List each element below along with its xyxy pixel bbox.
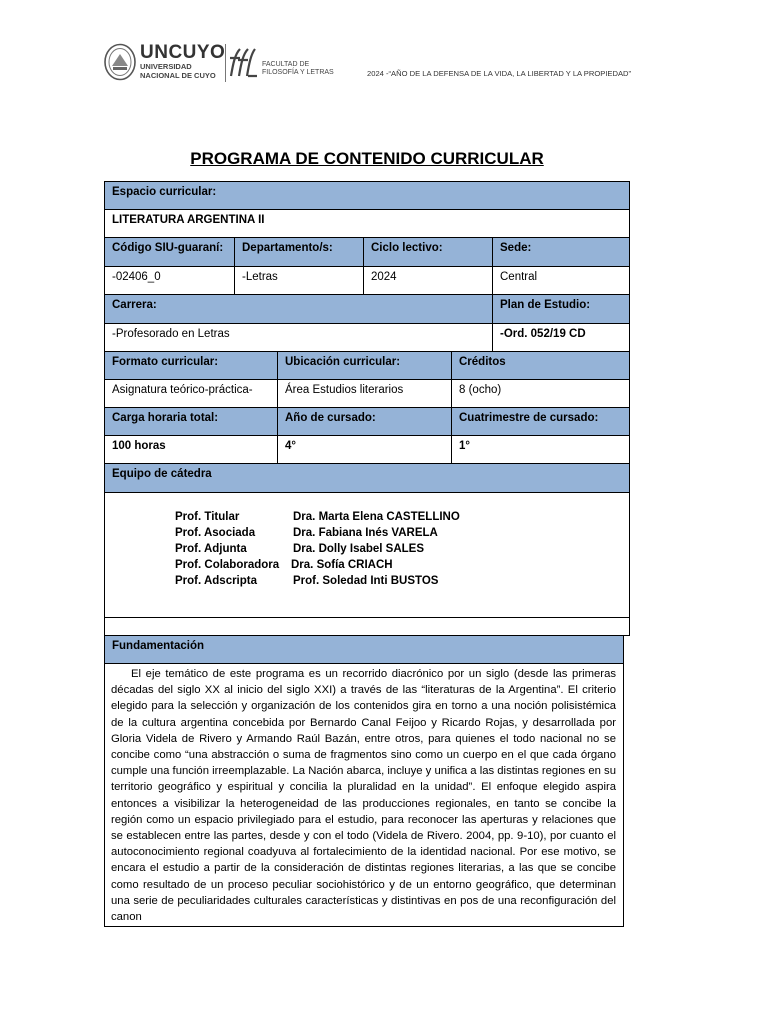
carga-horaria-value: 100 horas: [104, 435, 278, 464]
fundamentacion-text: El eje temático de este programa es un recorrido diacrónico por un siglo (desde las primeras décadas del siglo XX al inicio del siglo XXI) a través de las “literaturas de la Argentina”. El criterio elegido para la selección y organización de los contenidos gira en torno a una noción polisistémica de la cultura argentina concebida por Bernardo Canal Feijoo y Ricardo Rojas, y desarrollada por Gloria Videla de Rivero y Armando Raúl Bazán, entre otros, para quienes el todo nacional no se concibe como “una abstracción o suma de fragmentos sino como un cuerpo en el que cada órgano cumple una función irreemplazable. La Nación abarca, incluye y unifica a las distintas regiones en su territorio geográfico y espiritual y concilia la pluralidad en la unidad”. El enfoque elegido aspira entonces a visibilizar la heterogeneidad de las producciones regionales, en tanto se concibe la región como un espacio privilegiado para el estudio, para reconocer las aperturas y relaciones que se establecen entre las partes, desde y con el todo (Videla de Rivero. 2004, pp. 9-10), por cuanto el autoconocimiento regional coadyuva al fortalecimiento de la identidad nacional. Por ese motivo, se encara el estudio a partir de la consideración de distintas regiones literarias, a las que se concibe como resultado de un proceso peculiar sociohistórico y de un entorno geográfico, que determinan una serie de peculiaridades culturales características y distintivas en pos de una reconfiguración del canon: [111, 668, 616, 924]
anio-cursado-value: 4°: [277, 435, 452, 464]
formato-value: Asignatura teórico-práctica-: [104, 379, 278, 408]
university-name: UNIVERSIDAD NACIONAL DE CUYO: [140, 62, 216, 80]
creditos-value: 8 (ocho): [451, 379, 630, 408]
cuatrimestre-value: 1°: [451, 435, 630, 464]
sede-value: Central: [492, 266, 630, 295]
team-role: Prof. Colaboradora: [175, 559, 280, 571]
ciclo-value: 2024: [363, 266, 493, 295]
faculty-logo-icon: [228, 46, 258, 78]
codigo-value: -02406_0: [104, 266, 235, 295]
departamento-label: Departamento/s:: [234, 237, 364, 267]
team-role: Prof. Asociada: [175, 527, 256, 539]
team-role: Prof. Adscripta: [175, 575, 258, 587]
sede-label: Sede:: [492, 237, 630, 267]
espacio-curricular-label: Espacio curricular:: [104, 181, 630, 210]
fundamentacion-label: Fundamentación: [104, 635, 624, 664]
codigo-label: Código SIU-guaraní:: [104, 237, 235, 267]
equipo-catedra-label: Equipo de cátedra: [104, 463, 630, 493]
departamento-value: -Letras: [234, 266, 364, 295]
team-name: Dra. Dolly Isabel SALES: [293, 543, 425, 555]
faculty-name: FACULTAD DE FILOSOFÍA Y LETRAS: [262, 61, 334, 76]
team-name: Prof. Soledad Inti BUSTOS: [293, 575, 439, 587]
team-role: Prof. Titular: [175, 511, 240, 523]
year-motto: 2024 -“AÑO DE LA DEFENSA DE LA VIDA, LA LIBERTAD Y LA PROPIEDAD”: [367, 69, 632, 78]
ubicacion-value: Área Estudios literarios: [277, 379, 452, 408]
creditos-label: Créditos: [451, 351, 630, 380]
university-logo-word: UNCUYO: [140, 42, 226, 63]
team-role: Prof. Adjunta: [175, 543, 247, 555]
equipo-catedra-spacer: [104, 617, 630, 636]
header-divider: [225, 44, 226, 82]
plan-estudio-value: -Ord. 052/19 CD: [492, 323, 630, 352]
ubicacion-label: Ubicación curricular:: [277, 351, 452, 380]
carrera-label: Carrera:: [104, 294, 493, 324]
formato-label: Formato curricular:: [104, 351, 278, 380]
espacio-curricular-value: LITERATURA ARGENTINA II: [104, 209, 630, 238]
university-seal-icon: [104, 43, 136, 81]
carga-horaria-label: Carga horaria total:: [104, 407, 278, 436]
team-name: Dra. Marta Elena CASTELLINO: [293, 511, 460, 523]
plan-estudio-label: Plan de Estudio:: [492, 294, 630, 324]
ciclo-label: Ciclo lectivo:: [363, 237, 493, 267]
team-name: Dra. Sofía CRIACH: [291, 559, 393, 571]
page-title: PROGRAMA DE CONTENIDO CURRICULAR: [190, 149, 544, 168]
cuatrimestre-label: Cuatrimestre de cursado:: [451, 407, 630, 436]
anio-cursado-label: Año de cursado:: [277, 407, 452, 436]
team-name: Dra. Fabiana Inés VARELA: [293, 527, 438, 539]
document-header: [104, 40, 634, 88]
carrera-value: -Profesorado en Letras: [104, 323, 493, 352]
